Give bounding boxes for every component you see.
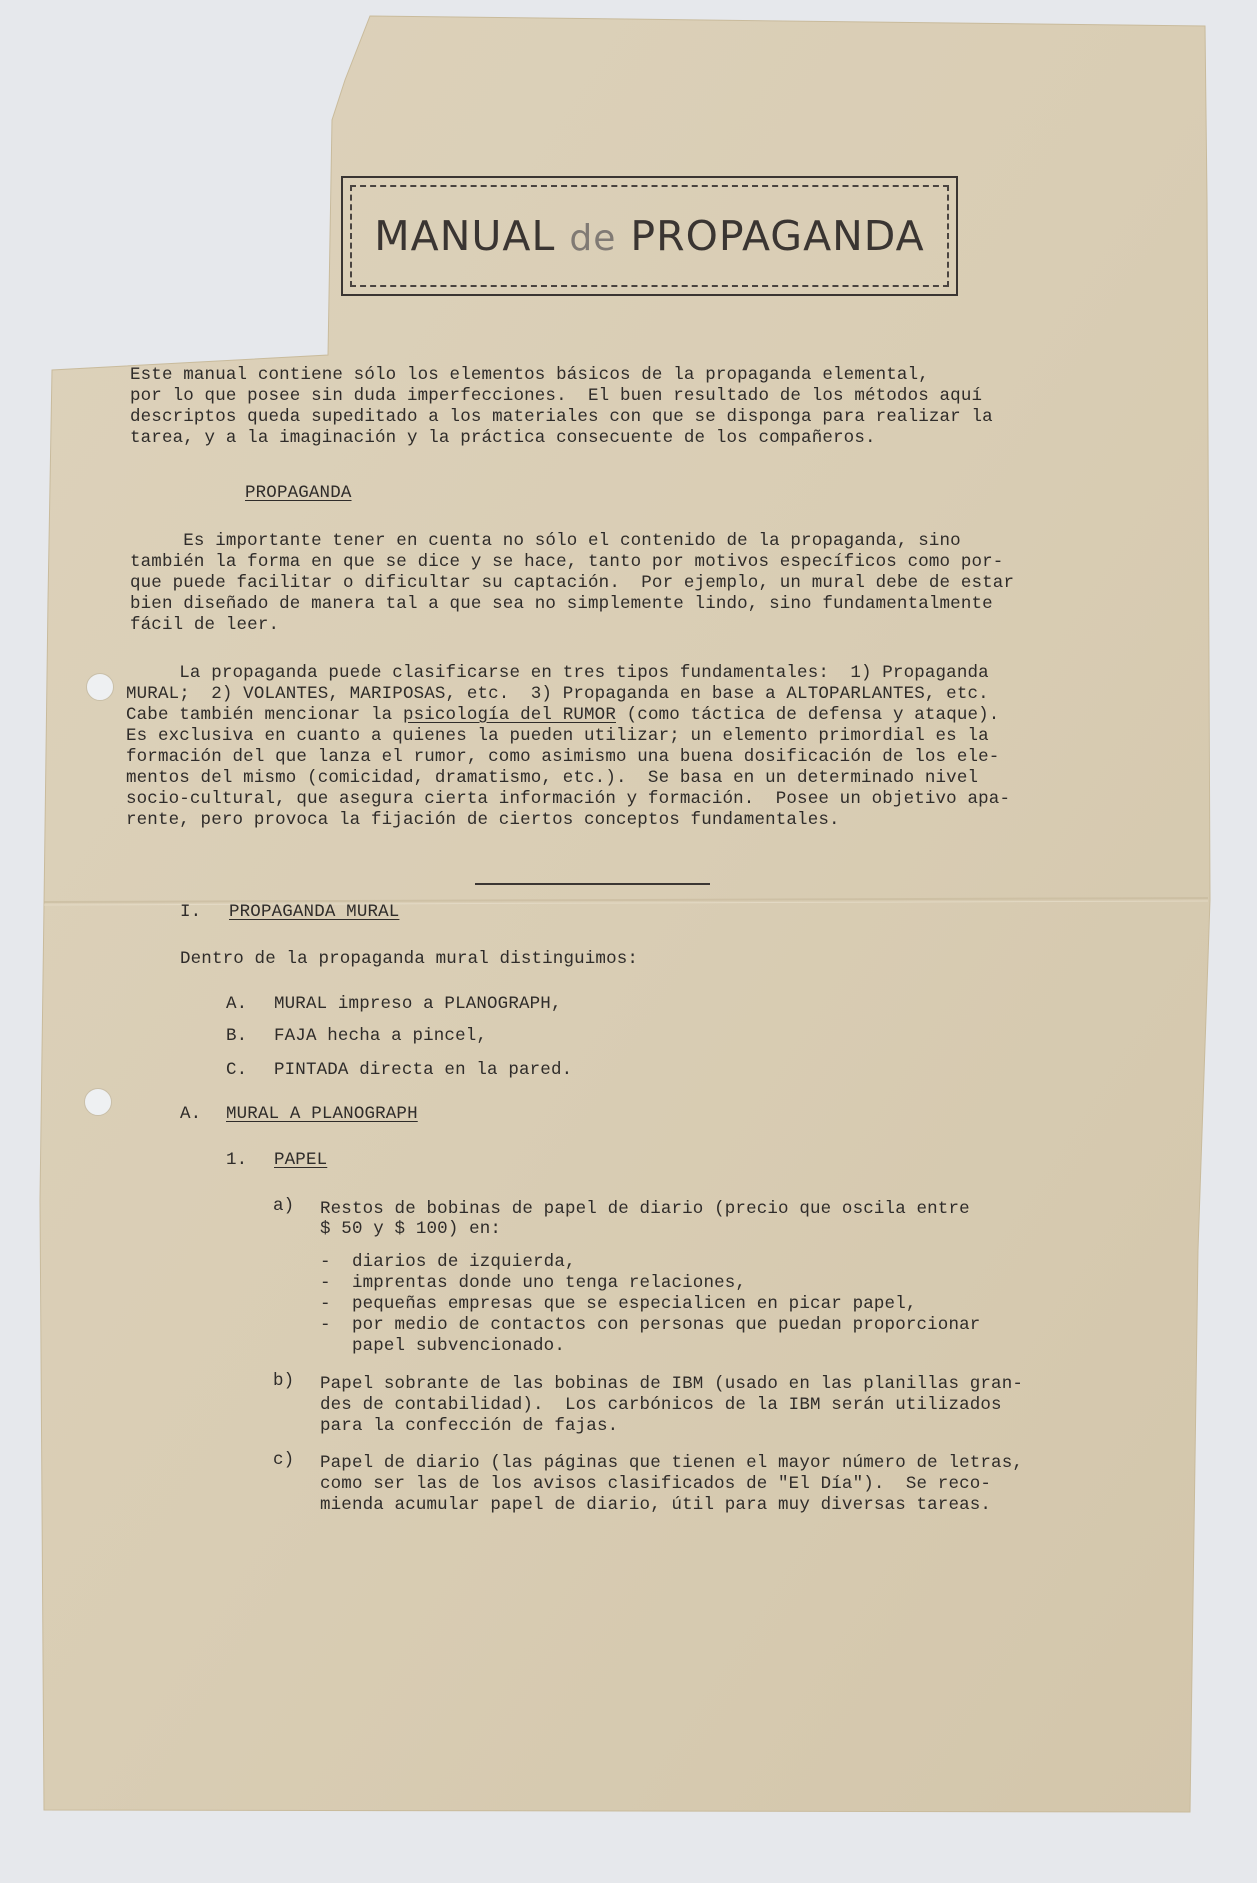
rumor-psychology-underlined: psicología del RUMOR xyxy=(402,705,616,725)
item-b-label: b) xyxy=(273,1371,295,1391)
page-title xyxy=(374,212,924,260)
paragraph-1-line: bien diseñado de manera tal a que sea no simplemente lindo, sino fundamentalmente xyxy=(130,594,993,614)
bullet-item: papel subvencionado. xyxy=(320,1336,565,1356)
item-c-label: c) xyxy=(273,1450,295,1470)
item-b-line: para la confección de fajas. xyxy=(320,1416,619,1436)
bullet-item: - por medio de contactos con personas que puedan proporcionar xyxy=(320,1315,981,1335)
paragraph-2-text: (como táctica de defensa y ataque). xyxy=(616,705,1000,725)
intro-line: Este manual contiene sólo los elementos básicos de la propaganda elemental, xyxy=(130,365,929,385)
paragraph-2-line: socio-cultural, que asegura cierta información y formación. Posee un objetivo apa- xyxy=(126,789,1011,809)
subsection-a-title: MURAL A PLANOGRAPH xyxy=(226,1104,418,1124)
type-text: MURAL impreso a PLANOGRAPH, xyxy=(274,994,562,1014)
item-c-line: Papel de diario (las páginas que tienen el mayor número de letras, xyxy=(320,1453,1024,1473)
section-divider xyxy=(475,883,710,885)
paragraph-2-line: Es exclusiva en cuanto a quienes la pueden utilizar; un elemento primordial es la xyxy=(126,726,989,746)
item-c-line: mienda acumular papel de diario, útil para muy diversas tareas. xyxy=(320,1495,992,1515)
bullet-item: - diarios de izquierda, xyxy=(320,1252,576,1272)
section-1-number: I. xyxy=(180,902,202,922)
paragraph-2-line: MURAL; 2) VOLANTES, MARIPOSAS, etc. 3) Propaganda en base a ALTOPARLANTES, etc. xyxy=(126,684,989,704)
propaganda-heading: PROPAGANDA xyxy=(245,483,352,503)
type-letter: A. xyxy=(226,994,248,1014)
paragraph-1-line: fácil de leer. xyxy=(130,615,280,635)
title-word-de: de xyxy=(569,218,617,259)
bullet-item: - pequeñas empresas que se especialicen en picar papel, xyxy=(320,1294,917,1314)
bullet-item: - imprentas donde uno tenga relaciones, xyxy=(320,1273,747,1293)
type-letter: C. xyxy=(226,1060,248,1080)
item-b-line: Papel sobrante de las bobinas de IBM (usado en las planillas gran- xyxy=(320,1374,1024,1394)
paper-number: 1. xyxy=(226,1150,248,1170)
item-b-line: des de contabilidad). Los carbónicos de la IBM serán utilizados xyxy=(320,1395,1002,1415)
paragraph-2-line: La propaganda puede clasificarse en tres tipos fundamentales: 1) Propaganda xyxy=(126,663,989,683)
item-a-line: Restos de bobinas de papel de diario (precio que oscila entre xyxy=(320,1199,970,1219)
item-c-line: como ser las de los avisos clasificados de "El Día"). Se reco- xyxy=(320,1474,992,1494)
intro-line: descriptos queda supeditado a los materiales con que se disponga para realizar la xyxy=(130,407,993,427)
paragraph-2-line: mentos del mismo (comicidad, dramatismo, etc.). Se basa en un determinado nivel xyxy=(126,768,979,788)
type-text: PINTADA directa en la pared. xyxy=(274,1060,573,1080)
paragraph-2-text: Cabe también mencionar la xyxy=(126,705,403,725)
type-letter: B. xyxy=(226,1026,248,1046)
paper-title: PAPEL xyxy=(274,1150,328,1170)
intro-line: tarea, y a la imaginación y la práctica consecuente de los compañeros. xyxy=(130,428,876,448)
paragraph-1-line: también la forma en que se dice y se hace, tanto por motivos específicos como por- xyxy=(130,552,1004,572)
section-1-title: PROPAGANDA MURAL xyxy=(229,902,400,922)
punch-hole-top xyxy=(86,673,114,701)
title-box xyxy=(341,176,958,296)
type-text: FAJA hecha a pincel, xyxy=(274,1026,488,1046)
title-word-propaganda: PROPAGANDA xyxy=(630,212,925,260)
item-a-label: a) xyxy=(273,1196,295,1216)
punch-hole-bottom xyxy=(84,1088,112,1116)
paragraph-2-line xyxy=(126,705,999,726)
paragraph-1-line: que puede facilitar o dificultar su captación. Por ejemplo, un mural debe de estar xyxy=(130,573,1015,593)
subsection-a-letter: A. xyxy=(180,1104,202,1124)
section-1-intro: Dentro de la propaganda mural distinguimos: xyxy=(180,949,639,969)
paragraph-2-line: rente, pero provoca la fijación de ciertos conceptos fundamentales. xyxy=(126,810,840,830)
title-word-manual: MANUAL xyxy=(374,212,556,260)
paragraph-1-line: Es importante tener en cuenta no sólo el contenido de la propaganda, sino xyxy=(130,531,961,551)
item-a-line: $ 50 y $ 100) en: xyxy=(320,1219,502,1239)
intro-line: por lo que posee sin duda imperfecciones. El buen resultado de los métodos aquí xyxy=(130,386,983,406)
paragraph-2-line: formación del que lanza el rumor, como asimismo una buena dosificación de los ele- xyxy=(126,747,1000,767)
